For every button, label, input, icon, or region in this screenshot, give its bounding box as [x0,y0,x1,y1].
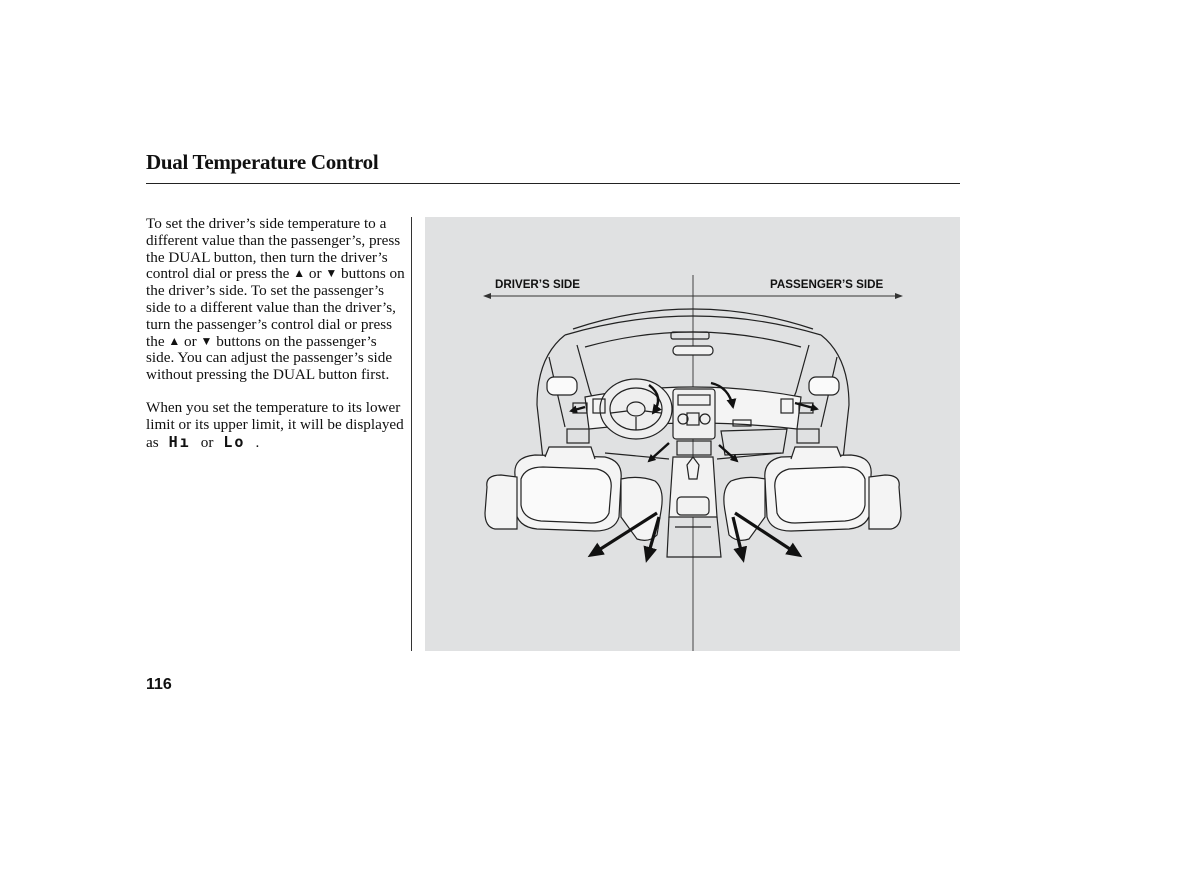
passenger-seat [724,447,901,540]
drivers-side-label: DRIVER’S SIDE [495,278,581,291]
column-rule [411,217,412,651]
triangle-up-icon: ▲ [168,333,181,348]
paragraph-text: When you set the temperature to its lower limit or its upper limit, it will be displayed as [146,399,404,452]
or-text: or [308,265,322,283]
car-interior-drawing [425,217,960,651]
or-text: or [184,332,197,350]
paragraph-dual-button [146,216,408,384]
display-hi-segment: Hı [168,433,191,452]
page-title: Dual Temperature Control [146,150,379,174]
left-arrowhead [483,293,491,299]
passengers-side-label: PASSENGER’S SIDE [770,278,884,291]
paragraph-text: To set the driver’s side temperature to a different value than the passenger’s, press the DUAL button, then turn the driver’s control dial or press the [146,215,401,283]
paragraph-text: buttons on the passenger’s side. You can adjust the passenger’s side without pressing the DUAL button first. [146,332,393,384]
display-lo-segment: Lo [223,433,246,452]
title-rule [146,183,960,184]
triangle-down-icon: ▼ [325,266,338,281]
interior-illustration [425,217,960,651]
triangle-down-icon: ▼ [200,333,213,348]
triangle-up-icon: ▲ [293,266,306,281]
or-text: or [200,434,214,452]
paragraph-temperature-limit [146,400,408,451]
right-arrowhead [895,293,903,299]
period-text: . [255,434,260,452]
body-text [146,216,408,452]
page-number: 116 [146,676,172,693]
paragraph-text: buttons on the driver’s side. To set the passenger’s side to a different value than the driver’s, turn the passenger’s control dial or press the [146,265,405,350]
